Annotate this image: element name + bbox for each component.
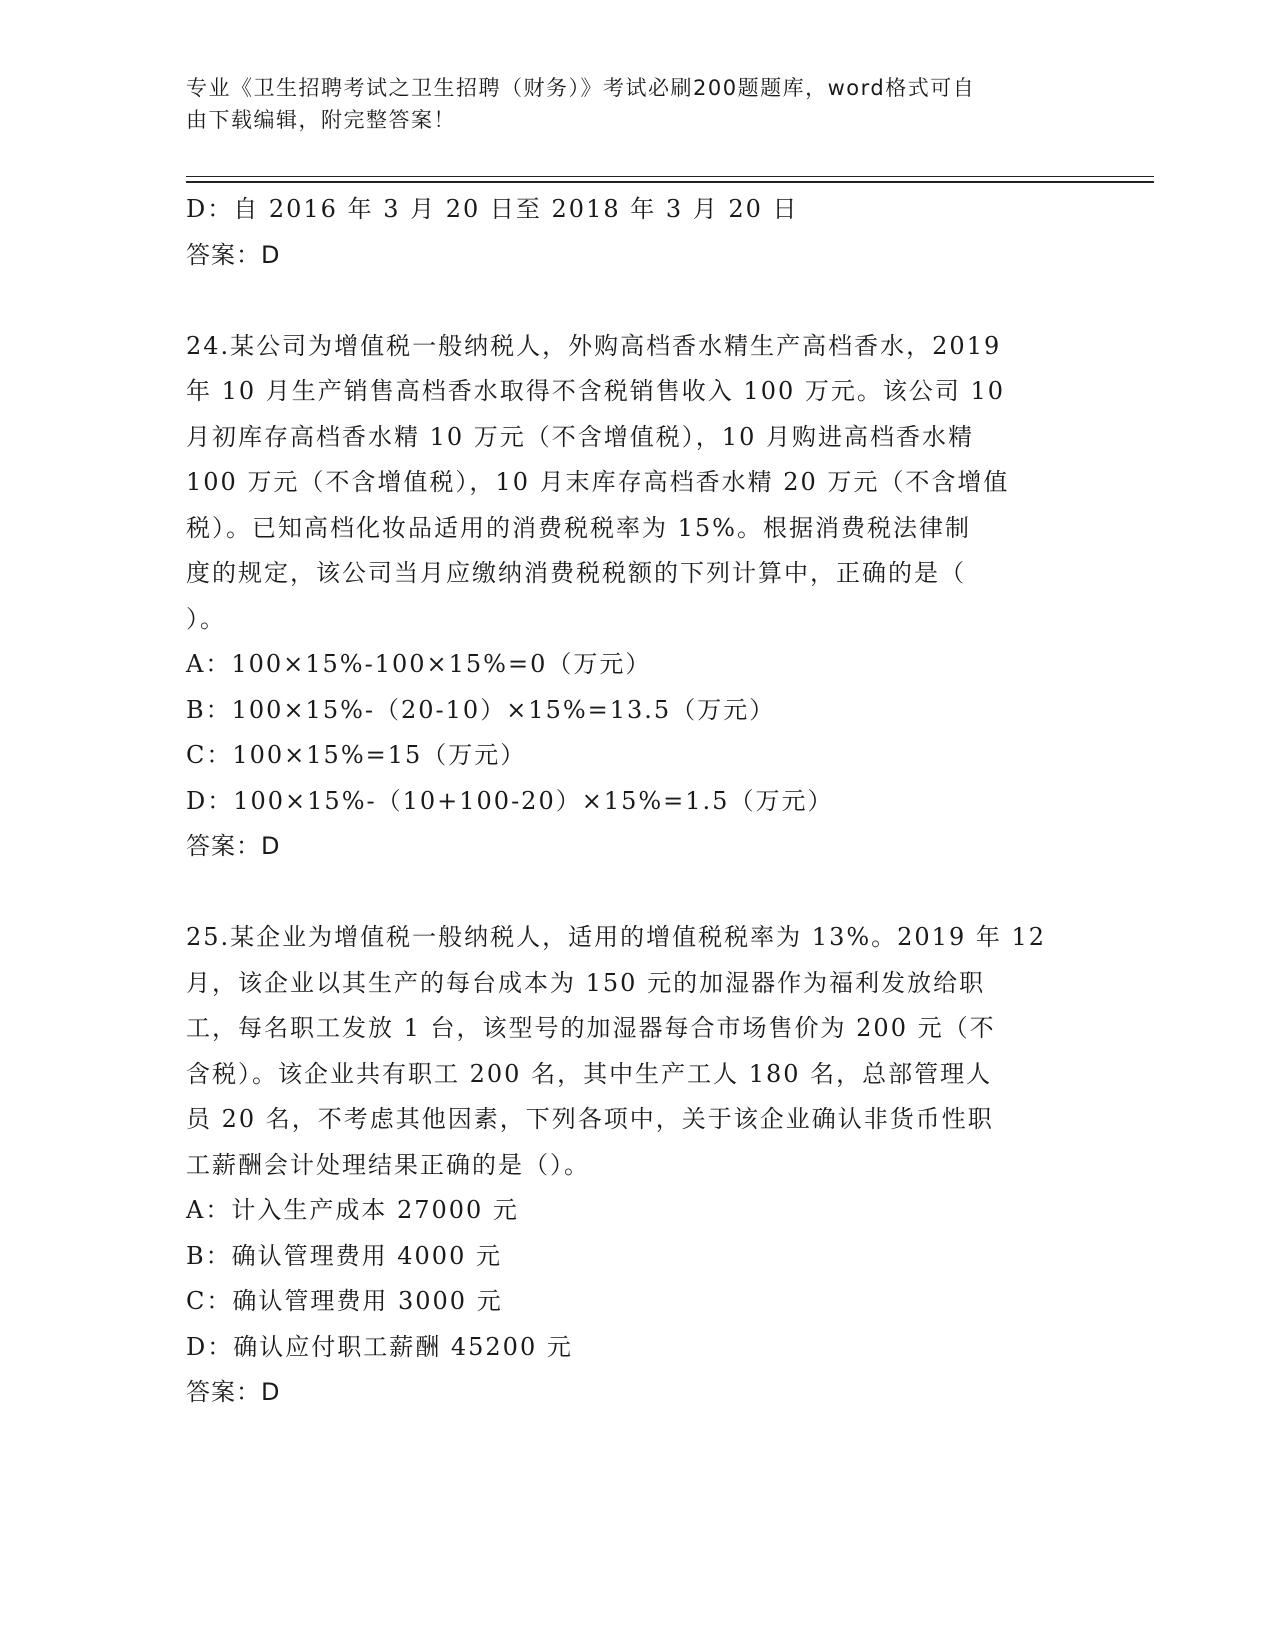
question-24 <box>186 324 1086 870</box>
question-text-line: 月初库存高档香水精 10 万元（不含增值税），10 月购进高档香水精 <box>186 422 974 451</box>
document-body <box>186 187 1086 1416</box>
header-divider-thick <box>186 181 1154 183</box>
question-text-line: 员 20 名，不考虑其他因素，下列各项中，关于该企业确认非货币性职 <box>186 1105 994 1133</box>
header-line-1: 专业《卫生招聘考试之卫生招聘（财务）》考试必刷200题题库，word格式可自 <box>186 76 976 100</box>
question-text-line: 税）。已知高档化妆品适用的消费税税率为 15%。根据消费税法律制 <box>186 513 971 542</box>
question-text-line: 100 万元（不含增值税），10 月末库存高档香水精 20 万元（不含增值 <box>186 468 1010 496</box>
question-text-line: 25.某企业为增值税一般纳税人，适用的增值税税率为 13%。2019 年 12 <box>186 923 1047 951</box>
option-d: D：100×15%-（10+100-20）×15%=1.5（万元） <box>186 786 834 815</box>
question-text-line: 含税）。该企业共有职工 200 名，其中生产工人 180 名，总部管理人 <box>186 1059 993 1088</box>
option-d: D：自 2016 年 3 月 20 日至 2018 年 3 月 20 日 <box>186 195 799 223</box>
option-a: A：100×15%-100×15%=0（万元） <box>186 650 652 678</box>
question-text-line: 24.某公司为增值税一般纳税人，外购高档香水精生产高档香水，2019 <box>186 331 1002 360</box>
answer-line: 答案：D <box>186 240 281 269</box>
option-c: C：100×15%=15（万元） <box>186 741 527 769</box>
question-text-line: 月，该企业以其生产的每台成本为 150 元的加湿器作为福利发放给职 <box>186 968 986 997</box>
question-text-line: 工，每名职工发放 1 台，该型号的加湿器每合市场售价为 200 元（不 <box>186 1014 996 1042</box>
answer-line: 答案：D <box>186 1378 281 1406</box>
question-25 <box>186 915 1086 1416</box>
option-c: C：确认管理费用 3000 元 <box>186 1287 503 1315</box>
option-d: D：确认应付职工薪酬 45200 元 <box>186 1332 573 1361</box>
question-text-line: 度的规定，该公司当月应缴纳消费税税额的下列计算中，正确的是（ <box>186 559 966 587</box>
header-divider-thin <box>186 176 1154 177</box>
document-header <box>186 72 1066 136</box>
header-line-2: 由下载编辑，附完整答案！ <box>186 108 456 132</box>
question-text-line: ）。 <box>186 604 226 633</box>
question-text-line: 年 10 月生产销售高档香水取得不含税销售收入 100 万元。该公司 10 <box>186 377 1006 405</box>
spacer <box>186 870 1086 916</box>
answer-line: 答案：D <box>186 832 281 860</box>
option-b: B：确认管理费用 4000 元 <box>186 1241 502 1270</box>
previous-question-tail <box>186 187 1086 278</box>
spacer <box>186 278 1086 324</box>
option-a: A：计入生产成本 27000 元 <box>186 1196 519 1224</box>
option-b: B：100×15%-（20-10）×15%=13.5（万元） <box>186 695 776 724</box>
question-text-line: 工薪酬会计处理结果正确的是（）。 <box>186 1150 590 1179</box>
